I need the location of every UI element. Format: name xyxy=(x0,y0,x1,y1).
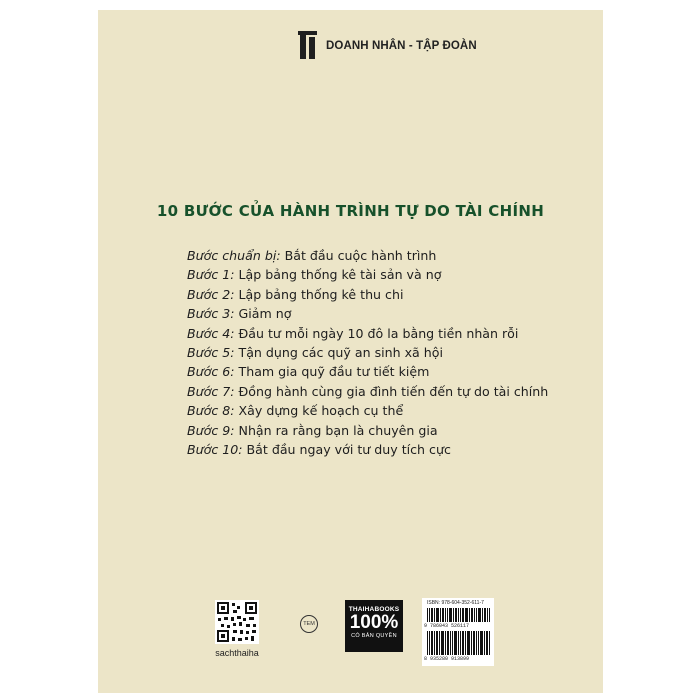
isbn-text: ISBN: 978-604-352-611-7 xyxy=(427,600,484,606)
step-text: Tận dụng các quỹ an sinh xã hội xyxy=(234,345,443,361)
step-item xyxy=(187,362,548,381)
step-text: Tham gia quỹ đầu tư tiết kiệm xyxy=(234,364,430,380)
step-item xyxy=(187,265,548,284)
step-item xyxy=(187,304,548,323)
ean-barcode-icon xyxy=(427,631,491,655)
step-label: Bước 3: xyxy=(187,306,235,322)
step-text: Giảm nợ xyxy=(234,306,292,322)
step-label: Bước 7: xyxy=(187,383,235,399)
qr-caption: sachthaiha xyxy=(215,648,259,658)
badge-caption: CÓ BẢN QUYỀN xyxy=(351,633,397,639)
barcode-number: 8 935280 913899 xyxy=(424,656,470,662)
step-item xyxy=(187,324,548,343)
step-text: Nhận ra rằng bạn là chuyên gia xyxy=(234,422,438,438)
barcode-number: 9 786043 526117 xyxy=(424,623,470,629)
badge-percent: 100% xyxy=(349,612,399,633)
step-label: Bước 9: xyxy=(187,422,235,438)
step-text: Đồng hành cùng gia đình tiến đến tự do tài chính xyxy=(234,383,549,399)
step-text: Lập bảng thống kê tài sản và nợ xyxy=(234,267,442,283)
step-text: Bắt đầu cuộc hành trình xyxy=(280,248,437,263)
badge-brand: THAIHABOOKS xyxy=(348,606,400,613)
step-text: Bắt đầu ngay với tư duy tích cực xyxy=(242,442,451,458)
step-item xyxy=(187,343,548,362)
steps-list xyxy=(187,246,548,459)
step-item xyxy=(187,421,548,440)
isbn-barcode-icon xyxy=(427,608,491,622)
step-label: Bước chuẩn bị: xyxy=(187,248,281,263)
step-label: Bước 2: xyxy=(187,286,235,302)
step-item xyxy=(187,382,548,401)
step-item xyxy=(187,246,548,265)
step-label: Bước 6: xyxy=(187,364,235,380)
step-label: Bước 1: xyxy=(187,267,235,283)
tem-stamp: TEM xyxy=(300,615,318,633)
publisher-header xyxy=(298,30,477,62)
step-text: Đầu tư mỗi ngày 10 đô la bằng tiền nhàn rỗi xyxy=(234,325,519,341)
publisher-name: DOANH NHÂN - TẬP ĐOÀN xyxy=(326,40,477,52)
step-label: Bước 4: xyxy=(187,325,235,341)
step-text: Xây dựng kế hoạch cụ thể xyxy=(234,403,404,419)
step-item xyxy=(187,285,548,304)
step-item xyxy=(187,440,548,459)
step-item xyxy=(187,401,548,420)
publisher-logo-icon xyxy=(298,31,320,61)
step-label: Bước 5: xyxy=(187,345,235,361)
step-text: Lập bảng thống kê thu chi xyxy=(234,286,404,302)
step-label: Bước 8: xyxy=(187,403,235,419)
steps-title: 10 BƯỚC CỦA HÀNH TRÌNH TỰ DO TÀI CHÍNH xyxy=(156,202,545,220)
qr-code-icon xyxy=(215,600,259,644)
step-label: Bước 10: xyxy=(187,442,243,458)
copyright-badge xyxy=(345,600,403,652)
